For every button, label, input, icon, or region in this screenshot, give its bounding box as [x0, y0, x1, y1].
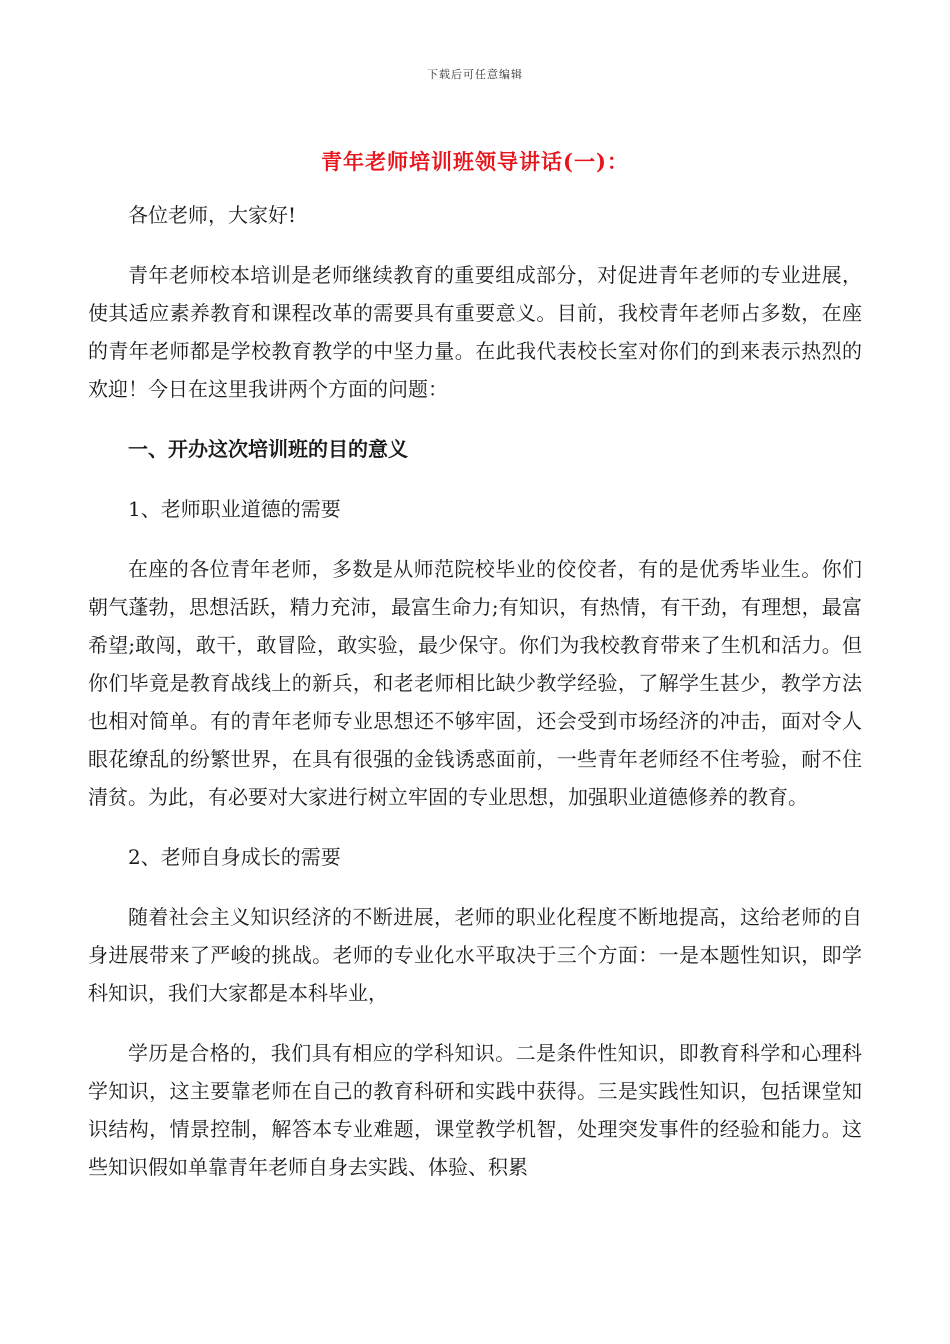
paragraph-sub2-part1: 随着社会主义知识经济的不断进展，老师的职业化程度不断地提高，这给老师的自身进展带来了严峻的挑战。老师的专业化水平取决于三个方面：一是本题性知识，即学科知识，我们大家都是本科毕业， — [88, 905, 862, 1005]
paragraph-sub2-part2: 学历是合格的，我们具有相应的学科知识。二是条件性知识，即教育科学和心理科学知识，这主要靠老师在自己的教育科研和实践中获得。三是实践性知识，包括课堂知识结构，情景控制，解答本专业难题，课堂教学机智，处理突发事件的经验和能力。这些知识假如单靠青年老师自身去实践、体验、积累 — [88, 1041, 862, 1179]
paragraph-intro: 青年老师校本培训是老师继续教育的重要组成部分，对促进青年老师的专业进展，使其适应素养教育和课程改革的需要具有重要意义。目前，我校青年老师占多数，在座的青年老师都是学校教育教学的中坚力量。在此我代表校长室对你们的到来表示热烈的欢迎！今日在这里我讲两个方面的问题： — [88, 263, 862, 401]
document-title: 青年老师培训班领导讲话(一)： — [321, 149, 629, 174]
subheading-2: 2、老师自身成长的需要 — [128, 845, 341, 869]
document-body — [88, 196, 862, 1186]
greeting: 各位老师，大家好! — [128, 203, 297, 227]
section-heading-1: 一、开办这次培训班的目的意义 — [128, 437, 408, 461]
subheading-1: 1、老师职业道德的需要 — [128, 497, 341, 521]
paragraph-sub1: 在座的各位青年老师，多数是从师范院校毕业的佼佼者，有的是优秀毕业生。你们朝气蓬勃，思想活跃，精力充沛，最富生命力;有知识，有热情，有干劲，有理想，最富希望;敢闯，敢干，敢冒险，敢实验，最少保守。你们为我校教育带来了生机和活力。但你们毕竟是教育战线上的新兵，和老老师相比缺少教学经验，了解学生甚少，教学方法也相对简单。有的青年老师专业思想还不够牢固，还会受到市场经济的冲击，面对令人眼花缭乱的纷繁世界，在具有很强的金钱诱惑面前，一些青年老师经不住考验，耐不住清贫。为此，有必要对大家进行树立牢固的专业思想，加强职业道德修养的教育。 — [88, 557, 862, 809]
header-note: 下载后可任意编辑 — [427, 68, 523, 81]
